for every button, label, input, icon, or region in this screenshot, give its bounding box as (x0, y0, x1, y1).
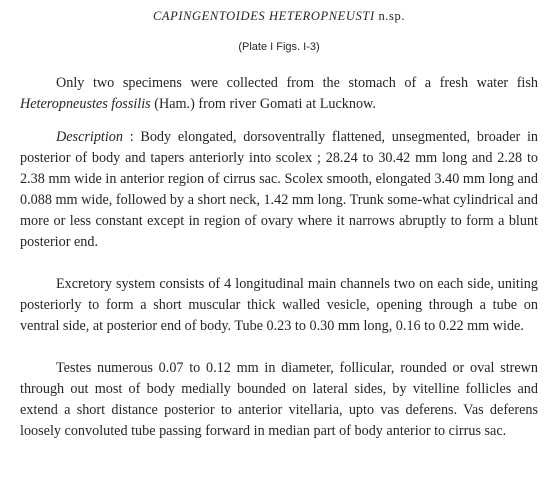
new-species-marker: n.sp. (374, 9, 406, 23)
testes-paragraph: Testes numerous 0.07 to 0.12 mm in diameter, follicular, rounded or oval strewn through out most of body medially bounded on lateral sides, by vitelline follicles and extend a short distance posterior to anterior vitellaria, upto vas deferens. Vas deferens loosely convoluted tube passing forward in median part of body anterior to cirrus sac. (20, 360, 538, 439)
intro-text-a: Only two specimens were collected from the stomach of a fresh water fish (56, 75, 538, 91)
intro-text-b: (Ham.) from river Gomati at Lucknow. (150, 96, 376, 112)
plate-reference: (Plate I Figs. I-3) (238, 41, 320, 53)
species-title (20, 8, 538, 24)
description-label: Description (56, 129, 123, 145)
host-species-name: Heteropneustes fossilis (20, 96, 151, 112)
intro-paragraph (20, 73, 538, 115)
description-text: : Body elongated, dorsoventrally flattened, unsegmented, broader in posterior of body and tapers anteriorly into scolex ; 28.24 to 30.42 mm long and 2.28 to 2.38 mm wide in anterior region of cirrus sac. Scolex smooth, elongated 3.40 mm long and 0.088 mm wide, followed by a short neck, 1.42 mm long. Trunk some-what cylindrical and more or less constant except in region of ovary where it narrows abruptly to form a blunt posterior end. (20, 129, 538, 250)
excretory-paragraph: Excretory system consists of 4 longitudinal main channels two on each side, uniting posteriorly to form a short muscular thick walled vesicle, opening through a tube on ventral side, at posterior end of body. Tube 0.23 to 0.30 mm long, 0.16 to 0.22 mm wide. (20, 276, 538, 334)
species-name: CAPINGENTOIDES HETEROPNEUSTI (152, 9, 375, 23)
description-paragraph (20, 127, 538, 253)
